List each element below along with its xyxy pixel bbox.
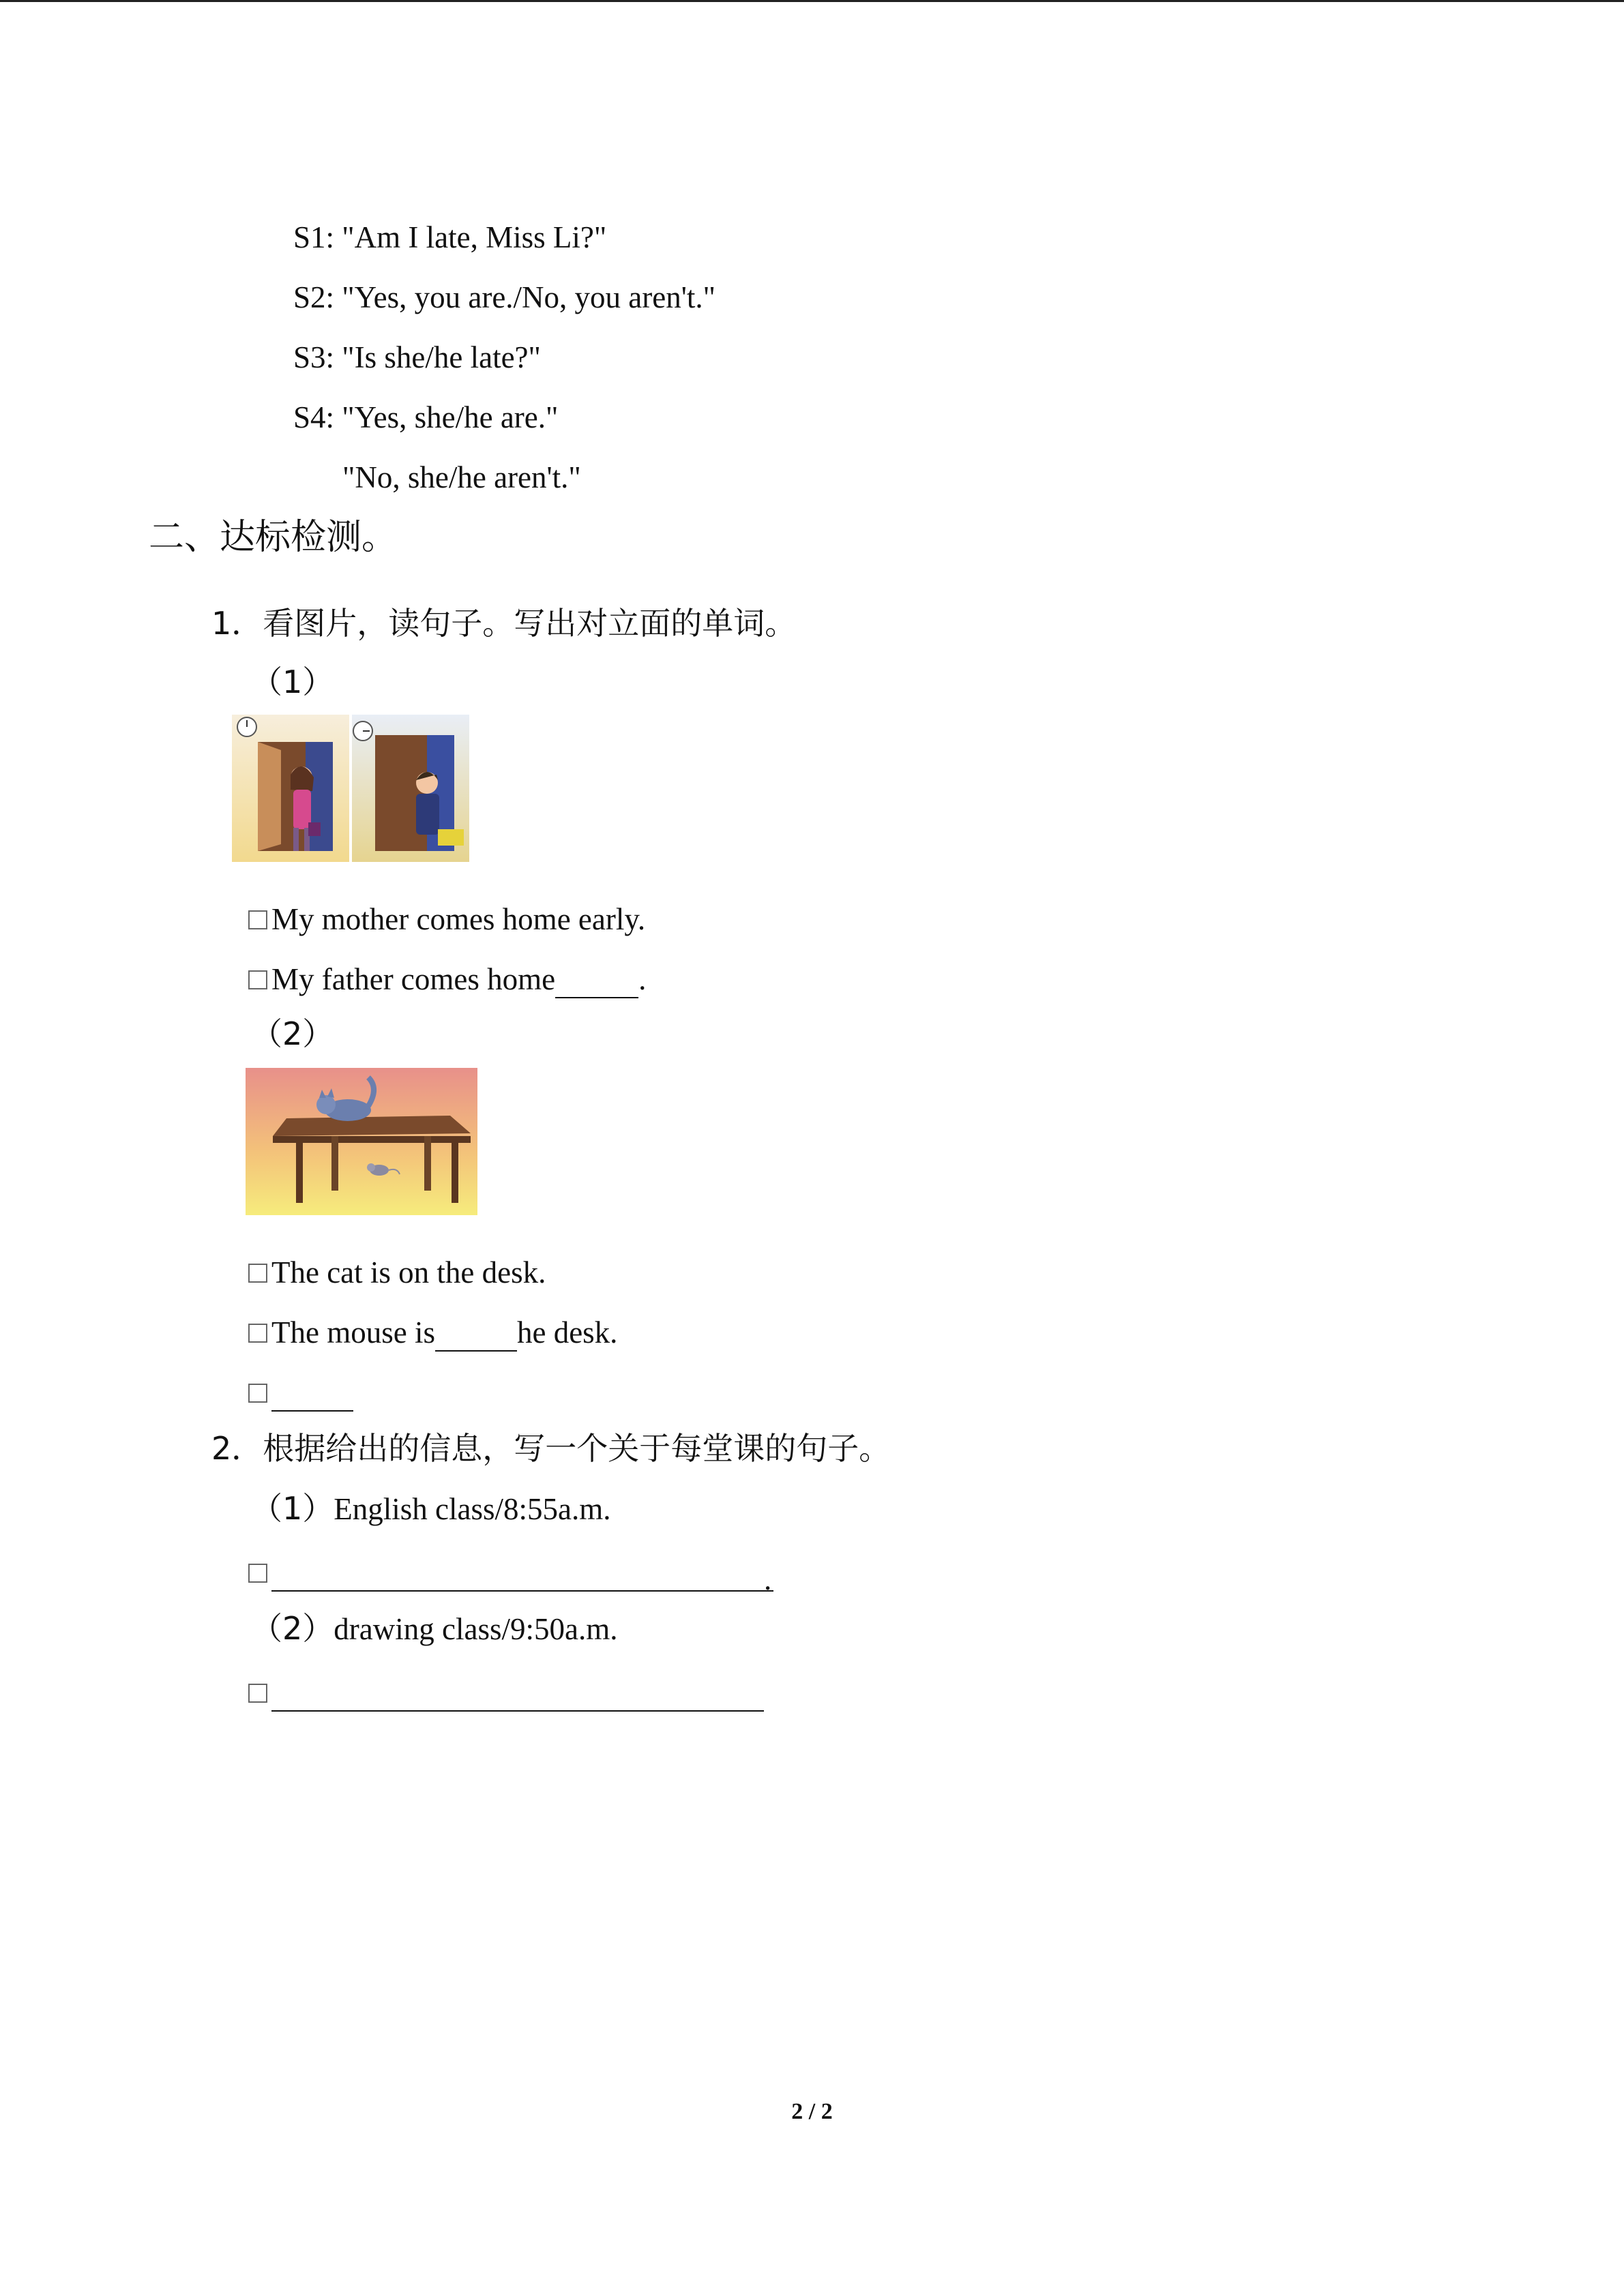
answer-blank-end bbox=[764, 1560, 773, 1596]
checkbox-icon[interactable] bbox=[248, 1564, 267, 1583]
sentence-text: The mouse is bbox=[271, 1315, 435, 1350]
period-mark: . bbox=[764, 1562, 772, 1596]
question-1-prompt: 1．看图片，读句子。写出对立面的单词。 bbox=[211, 605, 797, 642]
item-text: English class/8:55a.m. bbox=[334, 1492, 611, 1526]
question-1-part-2-line-3 bbox=[248, 1373, 353, 1412]
question-1-part-2-line-1 bbox=[248, 1253, 546, 1292]
item-label: （1） bbox=[251, 1490, 334, 1527]
question-1-part-2-label: （2） bbox=[251, 1015, 334, 1052]
question-2-item-1-answer bbox=[248, 1553, 773, 1596]
section-heading: 二、达标检测。 bbox=[149, 517, 398, 558]
page-number: 2 / 2 bbox=[791, 2099, 833, 2124]
question-2-prompt: 2．根据给出的信息，写一个关于每堂课的句子。 bbox=[211, 1430, 891, 1467]
dialogue-line-s1: S1: "Am I late, Miss Li?" bbox=[293, 220, 607, 254]
question-1-part-1-line-2 bbox=[248, 960, 646, 998]
sentence-text: he desk. bbox=[516, 1315, 618, 1350]
early-late-illustration bbox=[232, 715, 469, 862]
item-text: drawing class/9:50a.m. bbox=[334, 1612, 618, 1646]
sentence-end: . bbox=[638, 962, 647, 996]
item-label: （2） bbox=[251, 1610, 334, 1647]
answer-blank[interactable] bbox=[435, 1320, 517, 1352]
question-2-item-2-answer bbox=[248, 1673, 764, 1712]
answer-blank[interactable] bbox=[271, 1560, 764, 1592]
checkbox-icon[interactable] bbox=[248, 1684, 267, 1703]
question-2-item-2 bbox=[251, 1609, 617, 1648]
dialogue-line-s4: S4: "Yes, she/he are." bbox=[293, 400, 559, 434]
page-top-border bbox=[0, 0, 1624, 2]
sentence-text: The cat is on the desk. bbox=[271, 1255, 546, 1289]
dialogue-line-s2: S2: "Yes, you are./No, you aren't." bbox=[293, 280, 715, 314]
checkbox-icon[interactable] bbox=[248, 1384, 267, 1403]
dialogue-line-s4-alt: "No, she/he aren't." bbox=[342, 460, 581, 494]
answer-blank[interactable] bbox=[271, 1680, 764, 1712]
checkbox-icon[interactable] bbox=[248, 1264, 267, 1283]
sentence-text: My father comes home bbox=[271, 962, 556, 996]
question-1-part-1-line-1 bbox=[248, 900, 645, 938]
dialogue-line-s3: S3: "Is she/he late?" bbox=[293, 340, 541, 374]
cat-desk-illustration bbox=[246, 1068, 477, 1215]
question-2-item-1 bbox=[251, 1489, 611, 1528]
answer-blank[interactable] bbox=[555, 967, 638, 998]
sentence-text: My mother comes home early. bbox=[271, 902, 646, 936]
question-1-part-1-label: （1） bbox=[251, 664, 334, 700]
checkbox-icon[interactable] bbox=[248, 1324, 267, 1343]
question-1-part-2-line-2 bbox=[248, 1313, 617, 1352]
answer-blank[interactable] bbox=[271, 1380, 353, 1412]
checkbox-icon[interactable] bbox=[248, 970, 267, 989]
checkbox-icon[interactable] bbox=[248, 910, 267, 929]
